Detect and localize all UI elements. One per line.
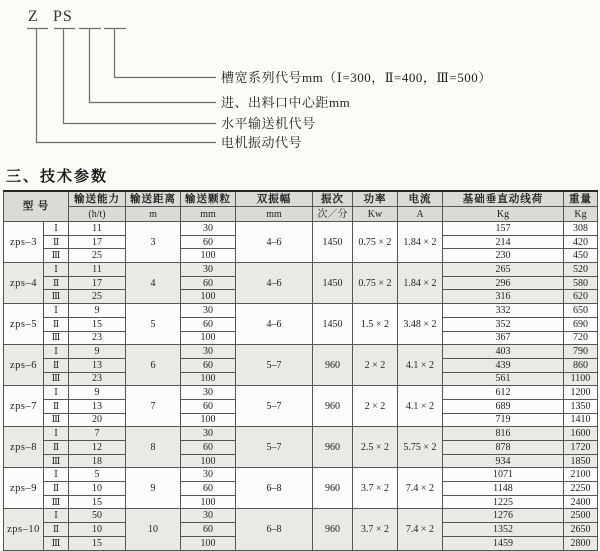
frequency-cell: 960 xyxy=(313,345,353,386)
col-unit-current: A xyxy=(398,207,443,222)
model-cell: zps–10 xyxy=(4,509,44,550)
distance-cell: 7 xyxy=(126,386,181,427)
current-cell: 7.4 × 2 xyxy=(398,509,443,550)
series-cell: Ⅱ xyxy=(44,317,69,331)
amplitude-cell: 4–6 xyxy=(236,263,313,304)
amplitude-cell: 5–7 xyxy=(236,345,313,386)
load-cell: 719 xyxy=(443,413,564,427)
frequency-cell: 960 xyxy=(313,427,353,468)
frequency-cell: 1450 xyxy=(313,222,353,263)
capacity-cell: 23 xyxy=(69,372,126,386)
series-cell: Ⅱ xyxy=(44,399,69,413)
granule-cell: 100 xyxy=(181,536,236,550)
power-cell: 1.5 × 2 xyxy=(353,304,398,345)
weight-cell: 860 xyxy=(564,358,598,372)
power-cell: 2.5 × 2 xyxy=(353,427,398,468)
load-cell: 1459 xyxy=(443,536,564,550)
table-row xyxy=(4,386,598,400)
granule-cell: 60 xyxy=(181,235,236,249)
col-header-amplitude: 双振幅 xyxy=(236,191,313,207)
load-cell: 1352 xyxy=(443,523,564,537)
granule-cell: 30 xyxy=(181,427,236,441)
series-cell: Ⅰ xyxy=(44,263,69,277)
weight-cell: 690 xyxy=(564,317,598,331)
col-header-model: 型 号 xyxy=(4,191,69,222)
capacity-cell: 13 xyxy=(69,399,126,413)
amplitude-cell: 4–6 xyxy=(236,304,313,345)
load-cell: 816 xyxy=(443,427,564,441)
granule-cell: 60 xyxy=(181,482,236,496)
capacity-cell: 15 xyxy=(69,317,126,331)
capacity-cell: 9 xyxy=(69,386,126,400)
col-unit-frequency: 次／分 xyxy=(313,207,353,222)
frequency-cell: 960 xyxy=(313,509,353,550)
amplitude-cell: 4–6 xyxy=(236,222,313,263)
diagram-label-horizontal-conveyor-code: 水平输送机代号 xyxy=(221,116,316,131)
load-cell: 1148 xyxy=(443,482,564,496)
code-letter-ps: PS xyxy=(53,8,73,25)
capacity-cell: 23 xyxy=(69,331,126,345)
load-cell: 332 xyxy=(443,304,564,318)
load-cell: 878 xyxy=(443,441,564,455)
weight-cell: 450 xyxy=(564,249,598,263)
granule-cell: 60 xyxy=(181,399,236,413)
power-cell: 3.7 × 2 xyxy=(353,509,398,550)
current-cell: 1.84 × 2 xyxy=(398,263,443,304)
header-row-units xyxy=(4,207,598,222)
weight-cell: 1200 xyxy=(564,386,598,400)
model-cell: zps–3 xyxy=(4,222,44,263)
power-cell: 2 × 2 xyxy=(353,386,398,427)
capacity-cell: 15 xyxy=(69,536,126,550)
granule-cell: 60 xyxy=(181,276,236,290)
capacity-cell: 11 xyxy=(69,263,126,277)
series-cell: Ⅲ xyxy=(44,495,69,509)
series-cell: Ⅰ xyxy=(44,304,69,318)
frequency-cell: 960 xyxy=(313,468,353,509)
series-cell: Ⅱ xyxy=(44,235,69,249)
weight-cell: 520 xyxy=(564,263,598,277)
distance-cell: 3 xyxy=(126,222,181,263)
col-unit-amplitude: mm xyxy=(236,207,313,222)
granule-cell: 30 xyxy=(181,263,236,277)
series-cell: Ⅲ xyxy=(44,249,69,263)
load-cell: 1276 xyxy=(443,509,564,523)
distance-cell: 5 xyxy=(126,304,181,345)
amplitude-cell: 5–7 xyxy=(236,386,313,427)
table-row xyxy=(4,263,598,277)
capacity-cell: 20 xyxy=(69,413,126,427)
granule-cell: 100 xyxy=(181,372,236,386)
weight-cell: 2100 xyxy=(564,468,598,482)
diagram-label-motor-vibration-code: 电机振动代号 xyxy=(221,135,303,150)
capacity-cell: 9 xyxy=(69,304,126,318)
capacity-cell: 9 xyxy=(69,345,126,359)
granule-cell: 60 xyxy=(181,358,236,372)
series-cell: Ⅲ xyxy=(44,290,69,304)
power-cell: 0.75 × 2 xyxy=(353,263,398,304)
granule-cell: 60 xyxy=(181,523,236,537)
table-row xyxy=(4,304,598,318)
load-cell: 230 xyxy=(443,249,564,263)
load-cell: 157 xyxy=(443,222,564,236)
load-cell: 1225 xyxy=(443,495,564,509)
weight-cell: 1350 xyxy=(564,399,598,413)
power-cell: 0.75 × 2 xyxy=(353,222,398,263)
series-cell: Ⅰ xyxy=(44,509,69,523)
model-cell: zps–5 xyxy=(4,304,44,345)
col-header-frequency: 振次 xyxy=(313,191,353,207)
load-cell: 296 xyxy=(443,276,564,290)
frequency-cell: 1450 xyxy=(313,304,353,345)
granule-cell: 30 xyxy=(181,386,236,400)
weight-cell: 580 xyxy=(564,276,598,290)
current-cell: 7.4 × 2 xyxy=(398,468,443,509)
table-header xyxy=(4,191,598,222)
granule-cell: 100 xyxy=(181,454,236,468)
capacity-cell: 5 xyxy=(69,468,126,482)
weight-cell: 1410 xyxy=(564,413,598,427)
weight-cell: 2800 xyxy=(564,536,598,550)
code-letter-z: Z xyxy=(28,8,39,25)
model-cell: zps–7 xyxy=(4,386,44,427)
model-cell: zps–8 xyxy=(4,427,44,468)
series-cell: Ⅰ xyxy=(44,427,69,441)
load-cell: 439 xyxy=(443,358,564,372)
col-header-weight: 重量 xyxy=(564,191,598,207)
capacity-cell: 17 xyxy=(69,235,126,249)
table-row xyxy=(4,222,598,236)
granule-cell: 30 xyxy=(181,222,236,236)
power-cell: 2 × 2 xyxy=(353,345,398,386)
series-cell: Ⅰ xyxy=(44,222,69,236)
model-cell: zps–6 xyxy=(4,345,44,386)
series-cell: Ⅰ xyxy=(44,345,69,359)
capacity-cell: 7 xyxy=(69,427,126,441)
series-cell: Ⅰ xyxy=(44,386,69,400)
series-cell: Ⅱ xyxy=(44,358,69,372)
header-row-titles xyxy=(4,191,598,207)
current-cell: 4.1 × 2 xyxy=(398,345,443,386)
model-cell: zps–4 xyxy=(4,263,44,304)
table-row xyxy=(4,345,598,359)
col-unit-load: Kg xyxy=(443,207,564,222)
granule-cell: 100 xyxy=(181,413,236,427)
series-cell: Ⅲ xyxy=(44,413,69,427)
granule-cell: 60 xyxy=(181,317,236,331)
load-cell: 352 xyxy=(443,317,564,331)
granule-cell: 30 xyxy=(181,345,236,359)
weight-cell: 1850 xyxy=(564,454,598,468)
capacity-cell: 10 xyxy=(69,482,126,496)
weight-cell: 1600 xyxy=(564,427,598,441)
power-cell: 3.7 × 2 xyxy=(353,468,398,509)
frequency-cell: 960 xyxy=(313,386,353,427)
weight-cell: 1100 xyxy=(564,372,598,386)
load-cell: 561 xyxy=(443,372,564,386)
weight-cell: 620 xyxy=(564,290,598,304)
series-cell: Ⅲ xyxy=(44,331,69,345)
tech-params-table xyxy=(3,190,598,551)
col-unit-capacity: (h/t) xyxy=(69,207,126,222)
col-header-capacity: 输送能力 xyxy=(69,191,126,207)
granule-cell: 60 xyxy=(181,441,236,455)
distance-cell: 10 xyxy=(126,509,181,550)
granule-cell: 30 xyxy=(181,468,236,482)
weight-cell: 790 xyxy=(564,345,598,359)
current-cell: 1.84 × 2 xyxy=(398,222,443,263)
granule-cell: 100 xyxy=(181,249,236,263)
col-unit-granule: mm xyxy=(181,207,236,222)
load-cell: 689 xyxy=(443,399,564,413)
granule-cell: 100 xyxy=(181,495,236,509)
series-cell: Ⅱ xyxy=(44,441,69,455)
col-unit-weight: Kg xyxy=(564,207,598,222)
capacity-cell: 25 xyxy=(69,290,126,304)
series-cell: Ⅰ xyxy=(44,468,69,482)
diagram-label-trough-width-code: 槽宽系列代号mm（Ⅰ=300，Ⅱ=400，Ⅲ=500） xyxy=(221,70,492,85)
diagram-label-port-center-distance: 进、出料口中心距mm xyxy=(221,95,351,110)
series-cell: Ⅱ xyxy=(44,523,69,537)
capacity-cell: 12 xyxy=(69,441,126,455)
weight-cell: 720 xyxy=(564,331,598,345)
capacity-cell: 25 xyxy=(69,249,126,263)
weight-cell: 2250 xyxy=(564,482,598,496)
amplitude-cell: 6–8 xyxy=(236,509,313,550)
weight-cell: 308 xyxy=(564,222,598,236)
table-row xyxy=(4,468,598,482)
capacity-cell: 18 xyxy=(69,454,126,468)
weight-cell: 1720 xyxy=(564,441,598,455)
distance-cell: 8 xyxy=(126,427,181,468)
col-header-granule: 输送颗粒 xyxy=(181,191,236,207)
col-header-load: 基础垂直动线荷 xyxy=(443,191,564,207)
table-row xyxy=(4,427,598,441)
table-body xyxy=(4,222,598,551)
distance-cell: 9 xyxy=(126,468,181,509)
table-row xyxy=(4,509,598,523)
current-cell: 3.48 × 2 xyxy=(398,304,443,345)
col-unit-distance: m xyxy=(126,207,181,222)
model-cell: zps–9 xyxy=(4,468,44,509)
col-header-current: 电流 xyxy=(398,191,443,207)
amplitude-cell: 6–8 xyxy=(236,468,313,509)
series-cell: Ⅲ xyxy=(44,454,69,468)
weight-cell: 2400 xyxy=(564,495,598,509)
series-cell: Ⅲ xyxy=(44,372,69,386)
col-header-power: 功率 xyxy=(353,191,398,207)
amplitude-cell: 5–7 xyxy=(236,427,313,468)
capacity-cell: 11 xyxy=(69,222,126,236)
distance-cell: 6 xyxy=(126,345,181,386)
capacity-cell: 15 xyxy=(69,495,126,509)
current-cell: 5.75 × 2 xyxy=(398,427,443,468)
col-header-distance: 输送距离 xyxy=(126,191,181,207)
granule-cell: 30 xyxy=(181,304,236,318)
distance-cell: 4 xyxy=(126,263,181,304)
series-cell: Ⅱ xyxy=(44,276,69,290)
series-cell: Ⅱ xyxy=(44,482,69,496)
load-cell: 265 xyxy=(443,263,564,277)
capacity-cell: 13 xyxy=(69,358,126,372)
capacity-cell: 17 xyxy=(69,276,126,290)
capacity-cell: 50 xyxy=(69,509,126,523)
load-cell: 367 xyxy=(443,331,564,345)
weight-cell: 2650 xyxy=(564,523,598,537)
load-cell: 934 xyxy=(443,454,564,468)
series-cell: Ⅲ xyxy=(44,536,69,550)
load-cell: 1071 xyxy=(443,468,564,482)
section-title: 三、技术参数 xyxy=(6,168,109,185)
granule-cell: 100 xyxy=(181,290,236,304)
current-cell: 4.1 × 2 xyxy=(398,386,443,427)
capacity-cell: 10 xyxy=(69,523,126,537)
weight-cell: 420 xyxy=(564,235,598,249)
load-cell: 403 xyxy=(443,345,564,359)
load-cell: 612 xyxy=(443,386,564,400)
granule-cell: 30 xyxy=(181,509,236,523)
col-unit-power: Kw xyxy=(353,207,398,222)
load-cell: 214 xyxy=(443,235,564,249)
frequency-cell: 1450 xyxy=(313,263,353,304)
granule-cell: 100 xyxy=(181,331,236,345)
weight-cell: 2500 xyxy=(564,509,598,523)
load-cell: 316 xyxy=(443,290,564,304)
weight-cell: 650 xyxy=(564,304,598,318)
